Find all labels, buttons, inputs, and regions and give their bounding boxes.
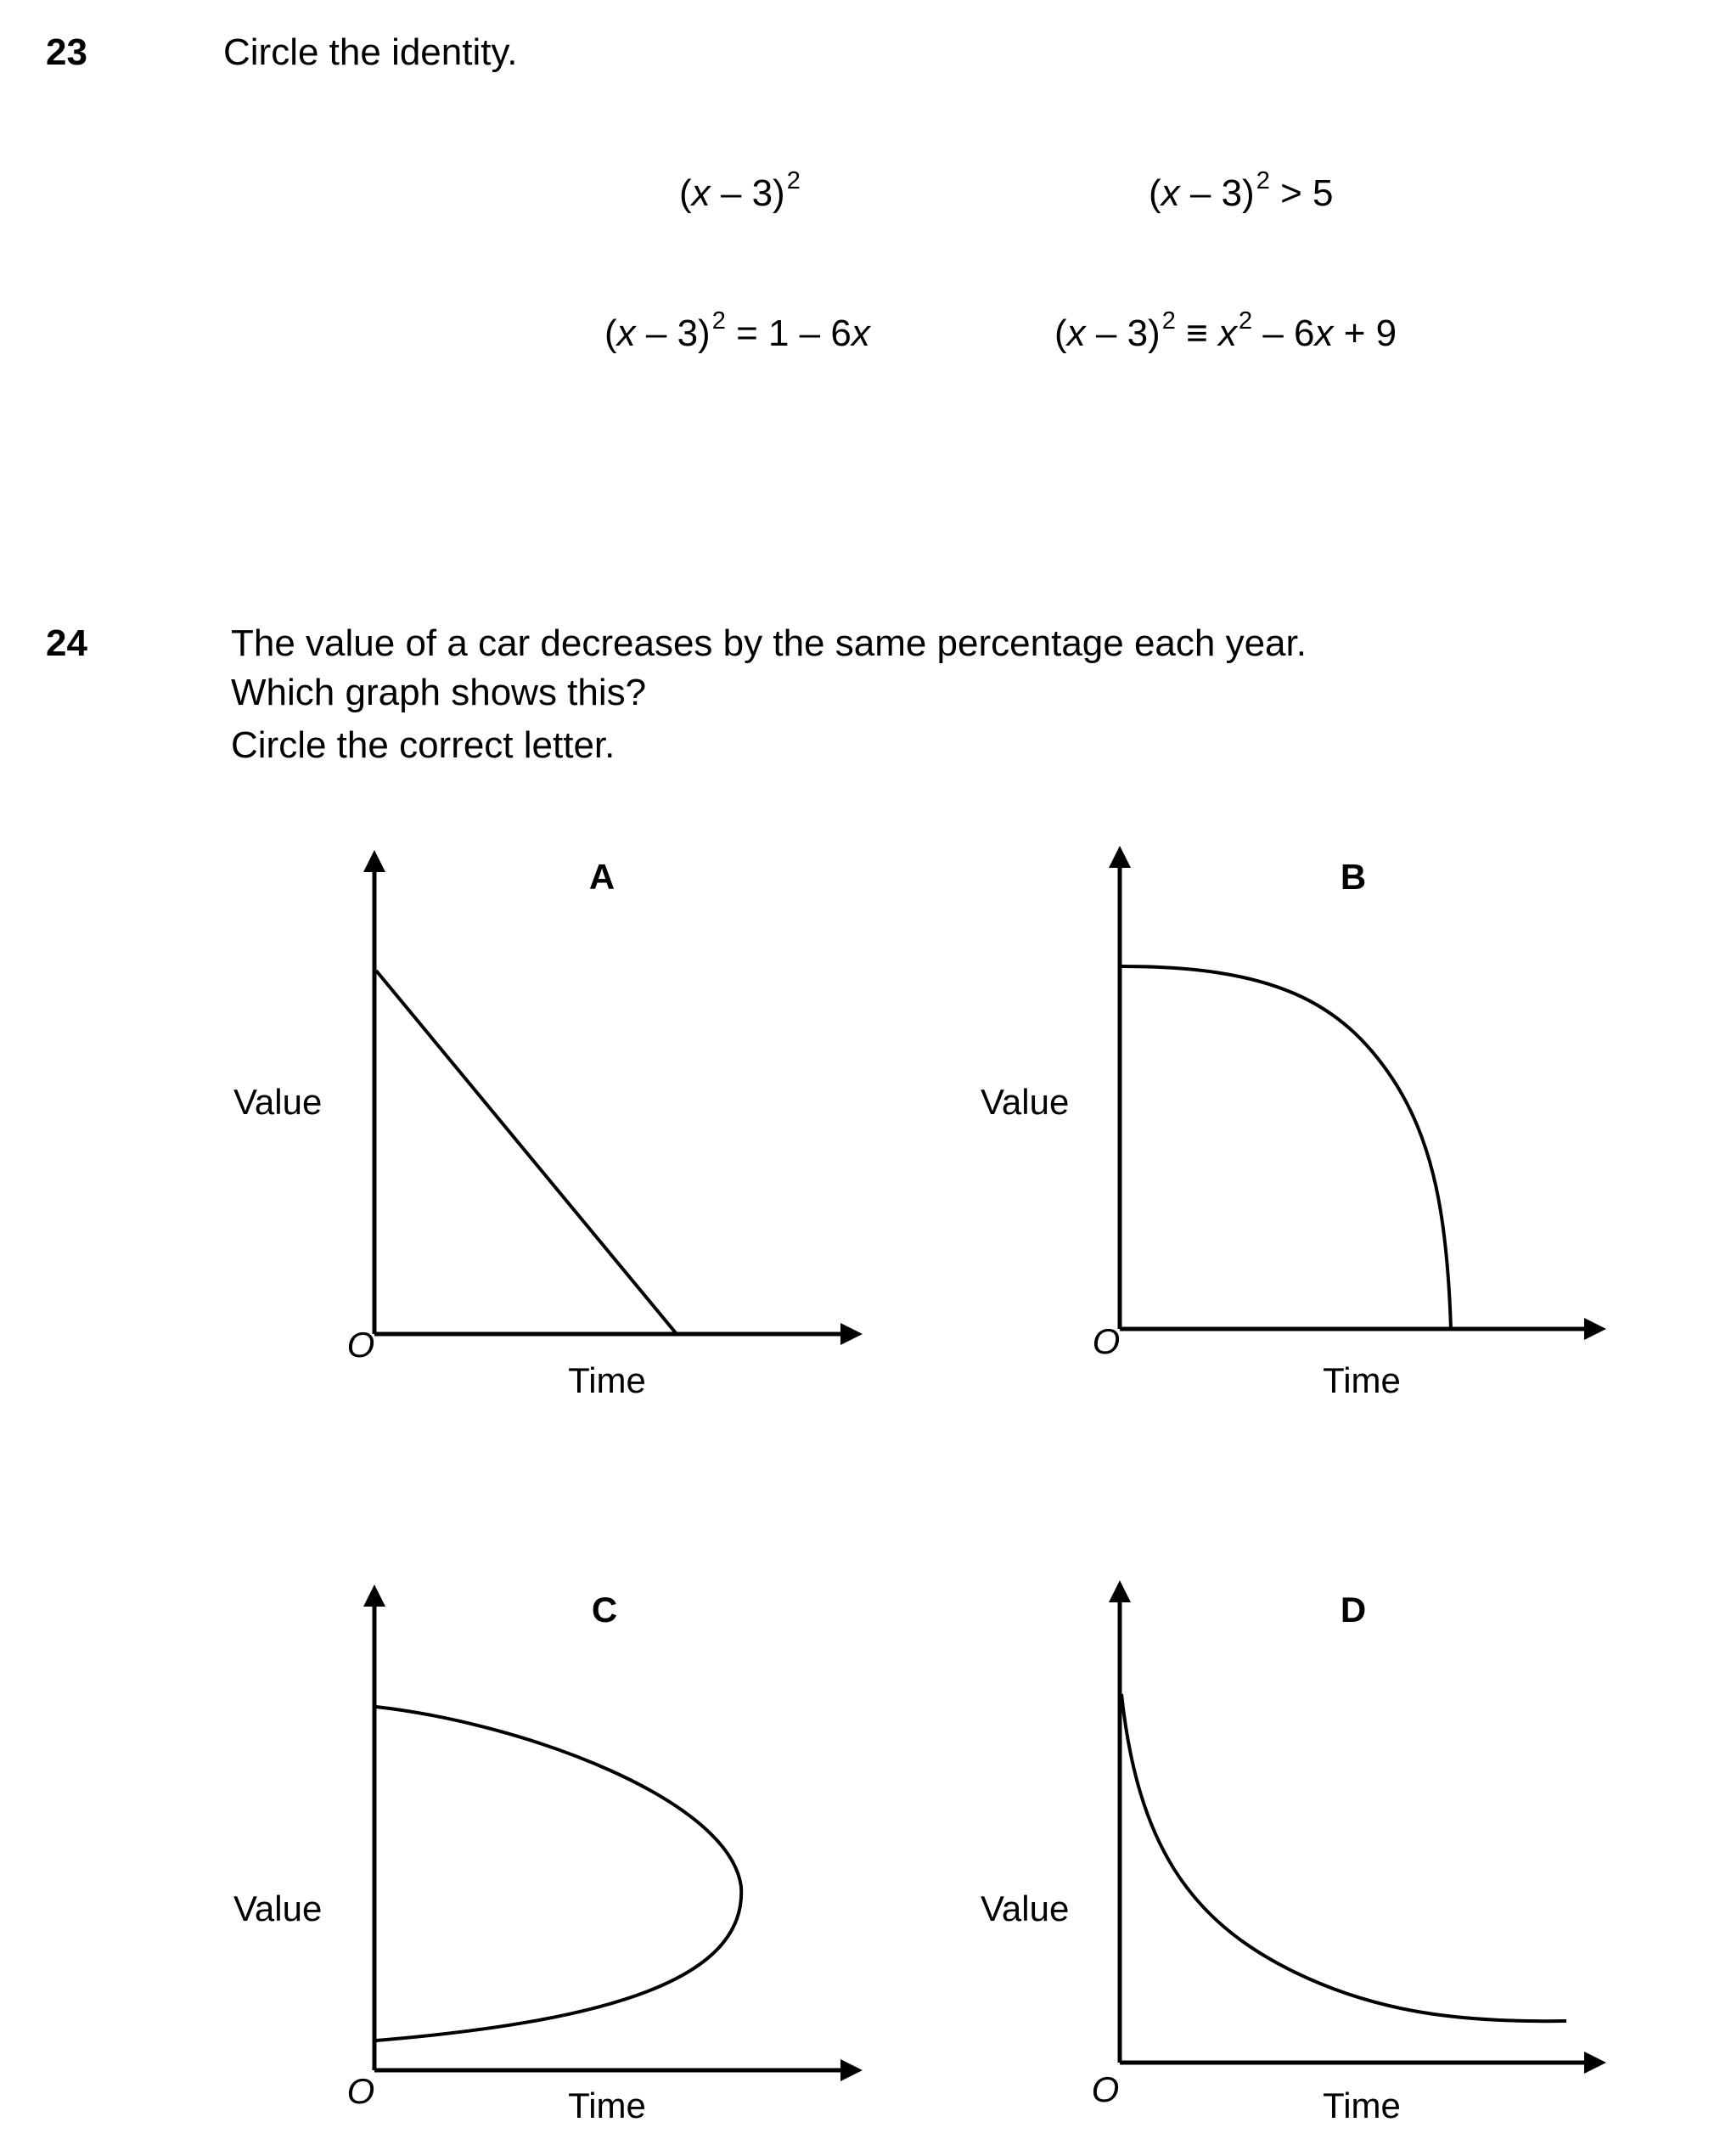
graph-B-curve xyxy=(1121,966,1451,1329)
graph-A-line xyxy=(376,971,677,1334)
exponent: 2 xyxy=(1238,307,1253,335)
expr-mid: – 3) xyxy=(635,312,711,354)
graph-letter-B[interactable]: B xyxy=(1340,857,1367,897)
y-axis-label: Value xyxy=(233,1082,323,1122)
origin-label: O xyxy=(346,2071,375,2111)
y-axis-arrow-icon xyxy=(363,850,385,872)
variable-x: x xyxy=(1217,312,1237,354)
x-axis-label: Time xyxy=(1323,1360,1401,1400)
expr-rest: > 5 xyxy=(1269,172,1334,214)
expr-tail: – 6 xyxy=(1252,312,1315,354)
question-23-prompt: Circle the identity. xyxy=(223,31,518,73)
x-axis-arrow-icon xyxy=(840,1323,863,1345)
y-axis-arrow-icon xyxy=(1109,846,1131,868)
expr-mid: – 3) xyxy=(710,172,785,214)
expr-rest: = 1 – 6 xyxy=(725,312,852,354)
y-axis-label: Value xyxy=(981,1889,1070,1928)
y-axis-label: Value xyxy=(233,1889,323,1928)
graph-A[interactable] xyxy=(233,850,863,1400)
y-axis-arrow-icon xyxy=(363,1585,385,1607)
x-axis-arrow-icon xyxy=(840,2059,863,2081)
origin-label: O xyxy=(1092,1321,1121,1361)
question-24-line-2: Which graph shows this? xyxy=(231,672,647,713)
variable-x: x xyxy=(1314,312,1334,354)
paren-open: ( xyxy=(604,312,617,354)
graph-letter-C[interactable]: C xyxy=(591,1590,618,1630)
x-axis-arrow-icon xyxy=(1584,2052,1606,2074)
graph-D[interactable] xyxy=(981,1580,1606,2125)
expr-mid: – 3) xyxy=(1179,172,1255,214)
identity-symbol: ≡ xyxy=(1175,312,1218,354)
paren-open: ( xyxy=(1054,312,1067,354)
variable-x: x xyxy=(616,312,636,354)
variable-x: x xyxy=(851,312,870,354)
origin-label: O xyxy=(346,1325,375,1365)
variable-x: x xyxy=(1066,312,1086,354)
exponent: 2 xyxy=(1161,307,1176,335)
graph-B[interactable] xyxy=(981,846,1606,1400)
y-axis-label: Value xyxy=(981,1082,1070,1122)
exponent: 2 xyxy=(711,307,726,335)
variable-x: x xyxy=(1161,172,1180,214)
graph-C[interactable] xyxy=(233,1585,863,2125)
question-number-23: 23 xyxy=(46,31,87,73)
question-number-24: 24 xyxy=(46,622,87,664)
question-24-instruction: Circle the correct letter. xyxy=(231,724,615,766)
x-axis-label: Time xyxy=(568,1360,646,1400)
exponent: 2 xyxy=(1256,167,1270,194)
paren-open: ( xyxy=(1149,172,1161,214)
x-axis-label: Time xyxy=(568,2086,646,2125)
expr-tail-end: + 9 xyxy=(1333,312,1397,354)
variable-x: x xyxy=(691,172,711,214)
exponent: 2 xyxy=(786,167,801,194)
x-axis-label: Time xyxy=(1323,2086,1401,2125)
origin-label: O xyxy=(1091,2069,1120,2109)
question-24-line-1: The value of a car decreases by the same percentage each year. xyxy=(231,622,1307,664)
x-axis-arrow-icon xyxy=(1584,1318,1606,1340)
graph-letter-D[interactable]: D xyxy=(1340,1590,1367,1630)
graph-letter-A[interactable]: A xyxy=(588,857,615,897)
graph-D-curve xyxy=(1121,1694,1566,2021)
graph-C-curve xyxy=(376,1707,741,2041)
paren-open: ( xyxy=(679,172,692,214)
y-axis-arrow-icon xyxy=(1109,1580,1131,1602)
expr-mid: – 3) xyxy=(1085,312,1161,354)
